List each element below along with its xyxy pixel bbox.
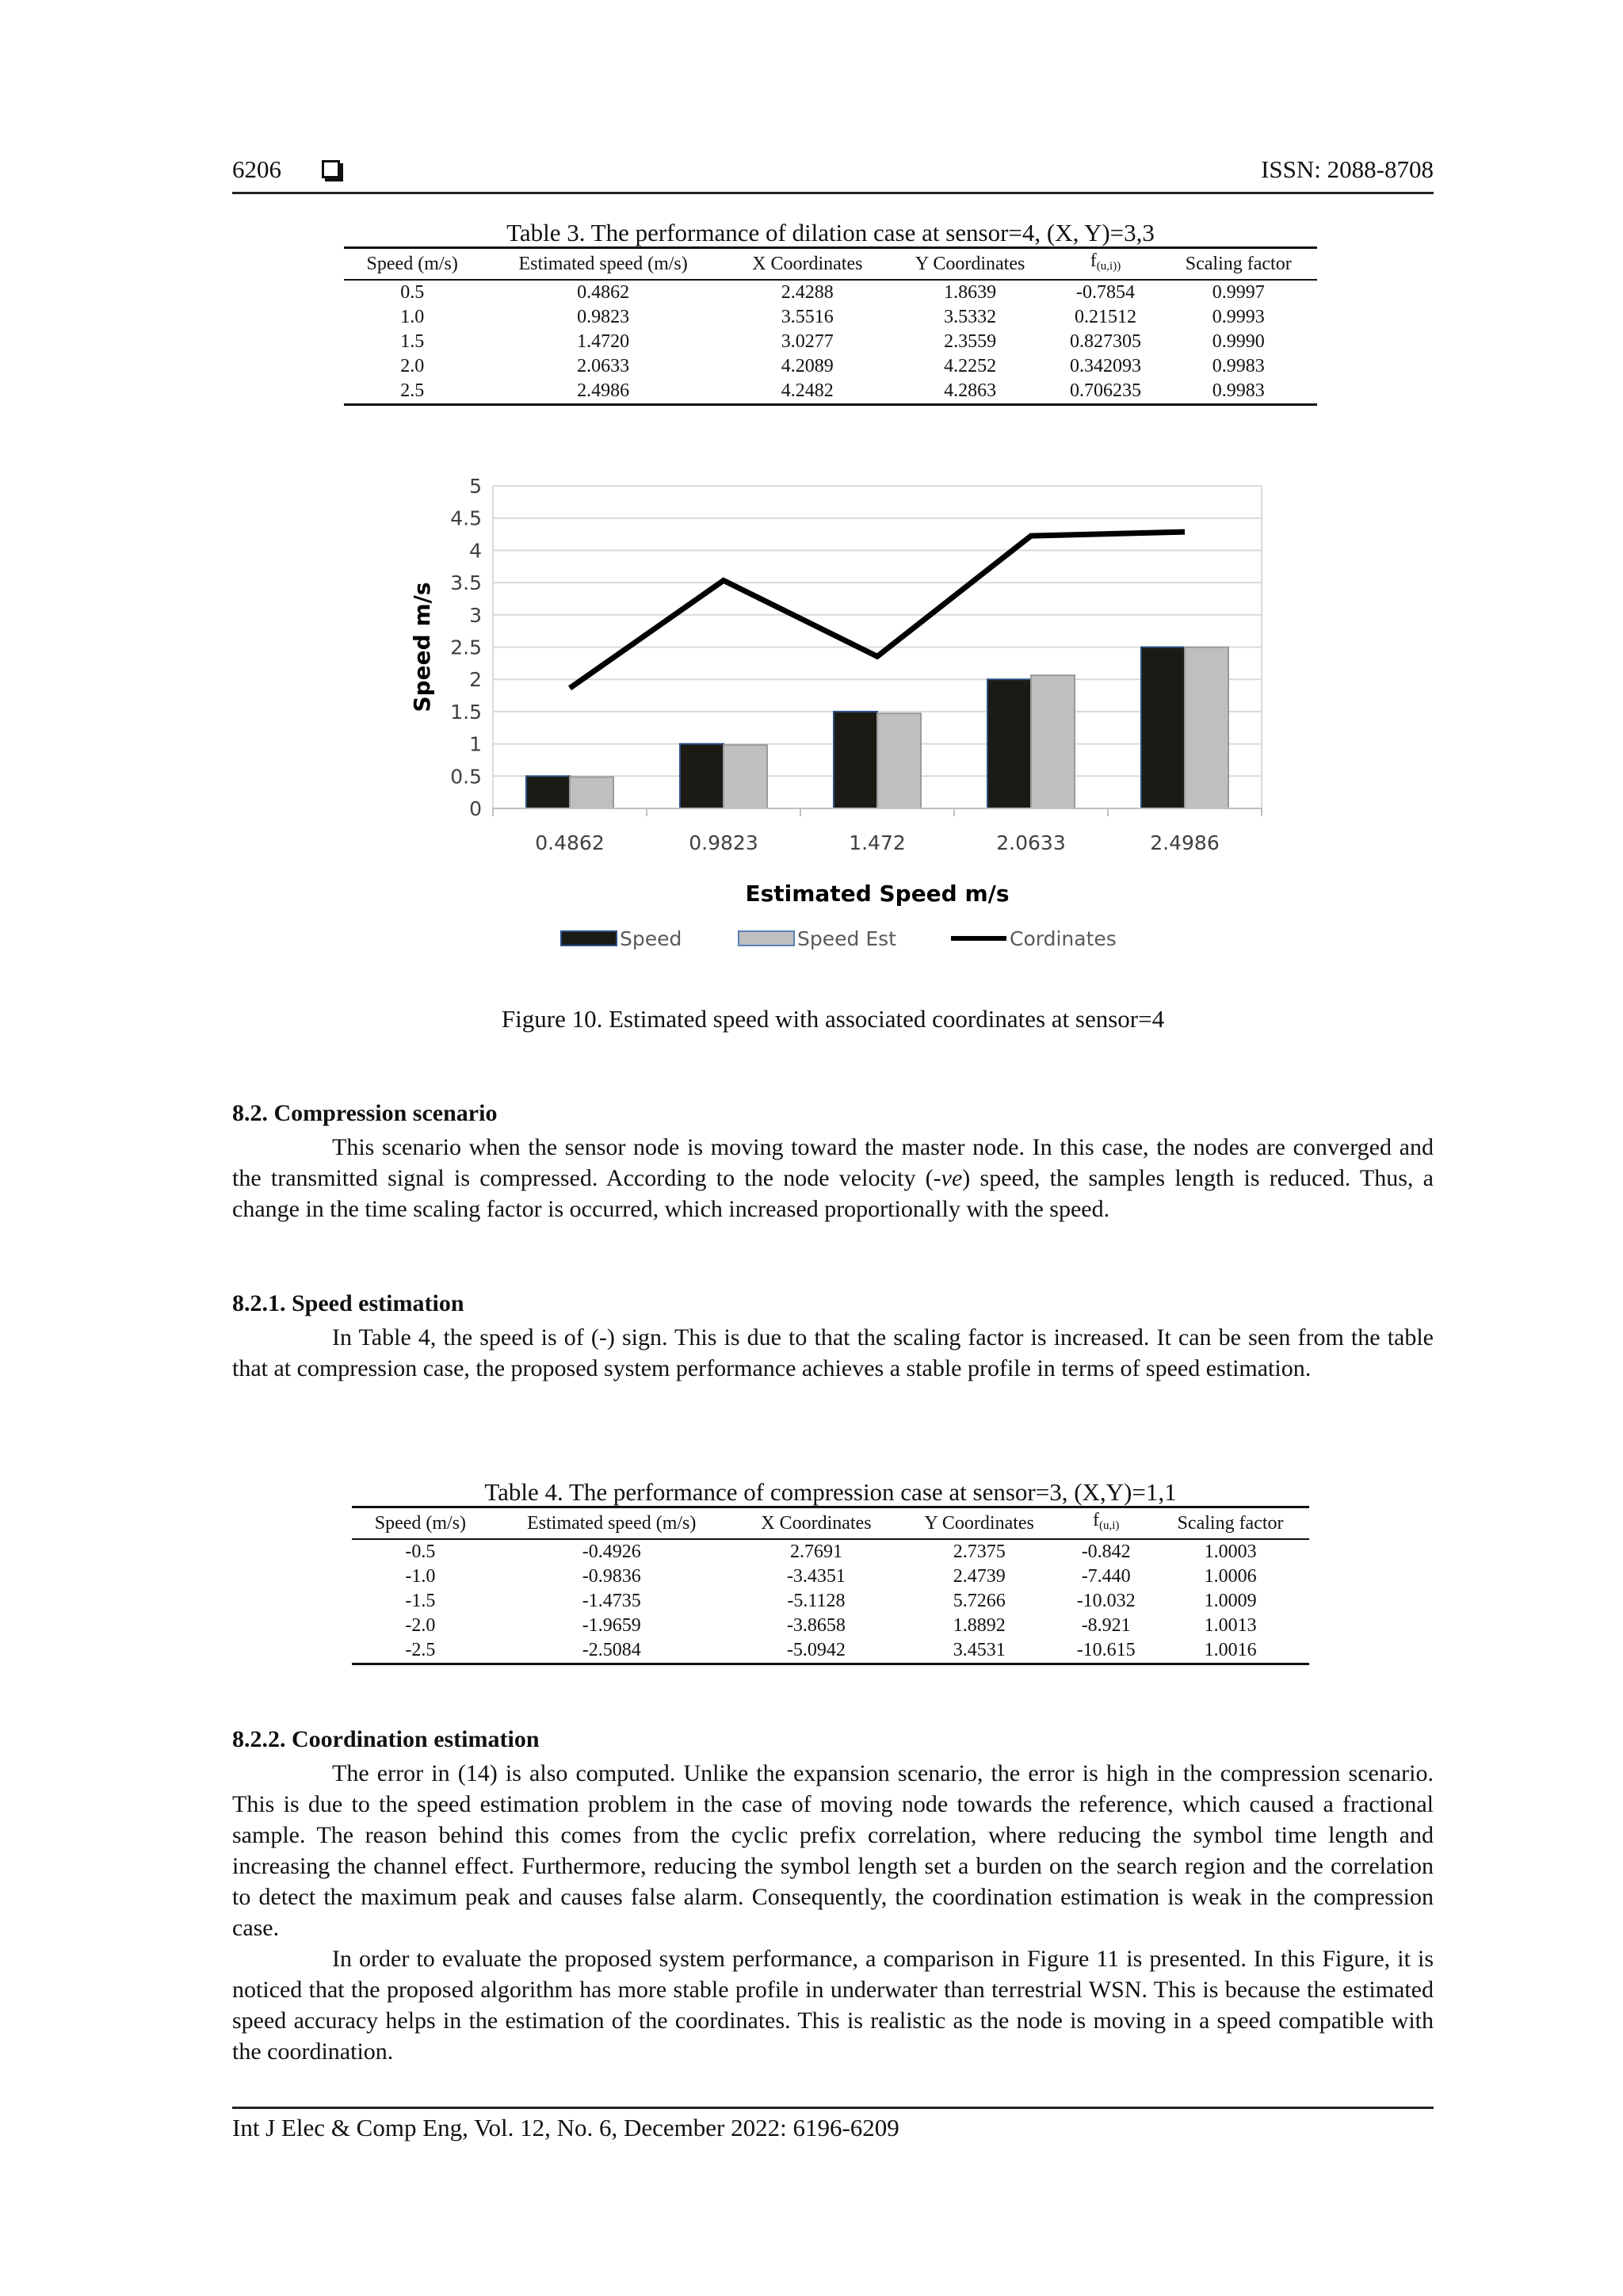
bar-speed-est: [570, 777, 613, 808]
cell-scaling: 1.0003: [1204, 1541, 1257, 1562]
cell-speed: 1.5: [400, 331, 425, 352]
cell-f: -0.842: [1081, 1541, 1131, 1562]
y-tick-label: 5: [469, 475, 482, 498]
section-8-2-2-paragraph-2: [232, 1943, 1434, 2067]
table-row: [344, 280, 1317, 305]
cell-speed: -1.0: [405, 1566, 436, 1587]
cell-f: -0.7854: [1075, 282, 1135, 303]
cell-f: -7.440: [1081, 1566, 1131, 1587]
cell-x: 2.7691: [789, 1541, 842, 1562]
cell-x: -3.4351: [786, 1566, 846, 1587]
cell-f: 0.827305: [1069, 331, 1141, 352]
bar-speed: [987, 679, 1031, 808]
checkbox-square-icon: [322, 160, 340, 178]
x-tick-label: 0.9823: [689, 831, 758, 854]
y-tick-label: 2: [469, 668, 482, 692]
y-tick-label: 4: [469, 539, 482, 563]
page-number: 6206: [232, 155, 281, 183]
col-f: [1060, 1507, 1151, 1540]
f-subscript: (u,i): [1098, 1519, 1120, 1532]
text-emphasis: ve: [941, 1165, 963, 1191]
cell-scaling: 0.9983: [1212, 356, 1265, 376]
x-tick-label: 1.472: [849, 831, 906, 854]
cell-estimated-speed: 2.4986: [577, 380, 630, 401]
bar-speed: [680, 744, 724, 808]
figure-10-caption: Figure 10. Estimated speed with associated coordinates at sensor=4: [501, 1005, 1165, 1033]
table-row: [352, 1539, 1309, 1564]
cell-speed: 2.5: [400, 380, 425, 401]
col-speed: Speed (m/s): [366, 253, 458, 274]
cell-x: 4.2482: [781, 380, 834, 401]
cell-scaling: 1.0009: [1204, 1591, 1257, 1611]
bar-speed-est: [724, 745, 767, 808]
page-footer: Int J Elec & Comp Eng, Vol. 12, No. 6, December 2022: 6196-6209: [232, 2107, 1434, 2142]
table-row: [344, 354, 1317, 379]
cell-estimated-speed: -1.9659: [582, 1615, 641, 1636]
bar-speed-est: [877, 713, 921, 808]
f-symbol: f: [1092, 1510, 1099, 1530]
chart: [396, 464, 1292, 971]
x-tick-label: 2.4986: [1150, 831, 1220, 854]
cell-f: 0.342093: [1069, 356, 1141, 376]
cell-y: 1.8639: [944, 282, 997, 303]
cell-speed: -2.0: [405, 1615, 436, 1636]
table-row: [344, 330, 1317, 354]
cell-x: -3.8658: [786, 1615, 846, 1636]
legend-label: Cordinates: [1010, 927, 1117, 950]
y-tick-label: 3: [469, 603, 482, 627]
cell-f: 0.706235: [1069, 380, 1141, 401]
section-8-2-1-paragraph: [232, 1322, 1434, 1384]
y-tick-label: 4.5: [450, 506, 482, 530]
y-tick-label: 2.5: [450, 636, 482, 659]
cell-scaling: 0.9993: [1212, 307, 1265, 327]
col-f: [1051, 248, 1159, 281]
cell-y: 3.4531: [953, 1640, 1006, 1660]
cell-speed: -2.5: [405, 1640, 436, 1660]
cell-x: 4.2089: [781, 356, 834, 376]
legend-swatch: [739, 931, 794, 946]
cell-y: 3.5332: [944, 307, 997, 327]
cell-y: 2.4739: [953, 1566, 1006, 1587]
cell-x: -5.1128: [787, 1591, 846, 1611]
cell-x: 3.0277: [781, 331, 834, 352]
chart-bars: [526, 648, 1228, 809]
cell-estimated-speed: 2.0633: [577, 356, 630, 376]
col-scaling-factor: Scaling factor: [1185, 253, 1292, 274]
x-tick-label: 2.0633: [996, 831, 1066, 854]
cell-estimated-speed: 0.4862: [577, 282, 630, 303]
bar-speed: [1141, 648, 1185, 809]
section-8-2-title: 8.2. Compression scenario: [232, 1100, 498, 1126]
text-run: ) speed, the samples length is reduced. Thus, a change in the time scaling factor is occurred, which increased proportionally with the speed.: [232, 1165, 1434, 1222]
col-scaling-factor: Scaling factor: [1177, 1512, 1284, 1534]
f-symbol: f: [1090, 250, 1097, 271]
cell-f: -10.615: [1076, 1640, 1136, 1660]
text-run: In Table 4, the speed is of (-) sign. This is due to that the scaling factor is increased. It can be seen from the table that at compression case, the proposed system performance achieves a stable profile in terms of speed estimation.: [232, 1324, 1434, 1381]
cell-y: 4.2863: [944, 380, 997, 401]
cell-scaling: 1.0013: [1204, 1615, 1257, 1636]
cell-x: 3.5516: [781, 307, 834, 327]
table-row: [344, 379, 1317, 405]
cell-estimated-speed: 0.9823: [577, 307, 630, 327]
table-3-body: [344, 280, 1317, 405]
legend-swatch: [561, 931, 617, 946]
table-4-body: [352, 1539, 1309, 1664]
bar-speed: [834, 712, 877, 808]
col-x-coordinates: X Coordinates: [752, 253, 863, 274]
cell-speed: 0.5: [400, 282, 425, 303]
bar-speed: [526, 776, 570, 808]
col-speed: Speed (m/s): [374, 1512, 467, 1534]
section-8-2-2-title: 8.2.2. Coordination estimation: [232, 1726, 540, 1752]
cell-y: 2.3559: [944, 331, 997, 352]
cell-f: 0.21512: [1074, 307, 1136, 327]
bar-speed-est: [1185, 648, 1228, 808]
chart-line: [570, 532, 1185, 688]
section-8-2-1-title: 8.2.1. Speed estimation: [232, 1290, 464, 1316]
table-3: [344, 220, 1317, 406]
issn-label: ISSN: 2088-8708: [1261, 155, 1434, 183]
page-header: [232, 155, 1434, 194]
cell-scaling: 0.9997: [1212, 282, 1265, 303]
table-3-caption: Table 3. The performance of dilation case at sensor=4, (X, Y)=3,3: [506, 219, 1155, 246]
y-tick-label: 0: [469, 797, 482, 820]
cell-estimated-speed: -0.9836: [582, 1566, 641, 1587]
cell-f: -8.921: [1081, 1615, 1131, 1636]
cell-y: 1.8892: [953, 1615, 1006, 1636]
chart-legend: [561, 927, 1117, 950]
table-4-caption: Table 4. The performance of compression case at sensor=3, (X,Y)=1,1: [484, 1478, 1177, 1506]
cell-estimated-speed: 1.4720: [577, 331, 630, 352]
col-y-coordinates: Y Coordinates: [915, 253, 1025, 274]
section-8-2-2-paragraph-1: [232, 1758, 1434, 1943]
cell-x: -5.0942: [786, 1640, 846, 1660]
table-4: [352, 1479, 1309, 1665]
table-header-row: [352, 1507, 1309, 1540]
y-tick-label: 3.5: [450, 571, 482, 595]
chart-labels: [409, 475, 1220, 907]
table-row: [352, 1589, 1309, 1614]
table-row: [352, 1564, 1309, 1589]
cell-speed: -1.5: [405, 1591, 436, 1611]
cell-speed: 1.0: [400, 307, 425, 327]
col-x-coordinates: X Coordinates: [761, 1512, 872, 1534]
col-y-coordinates: Y Coordinates: [924, 1512, 1034, 1534]
line-cordinates: [570, 532, 1185, 688]
cell-speed: 2.0: [400, 356, 425, 376]
cell-scaling: 1.0016: [1204, 1640, 1257, 1660]
cell-y: 2.7375: [953, 1541, 1006, 1562]
figure-10: [396, 464, 1292, 971]
x-tick-label: 0.4862: [535, 831, 605, 854]
cell-scaling: 1.0006: [1204, 1566, 1257, 1587]
legend-label: Speed Est: [797, 927, 896, 950]
y-tick-label: 1.5: [450, 700, 482, 724]
text-run: In order to evaluate the proposed system performance, a comparison in Figure 11 is presented. In this Figure, it is noticed that the proposed algorithm has more stable profile in underwater than terrestrial WSN. This is because the estimated speed accuracy helps in the estimation of the coordinates. This is realistic as the node is moving in a speed compatible with the coordination.: [232, 1946, 1434, 2065]
cell-f: -10.032: [1076, 1591, 1136, 1611]
col-estimated-speed: Estimated speed (m/s): [527, 1512, 697, 1534]
bar-speed-est: [1031, 675, 1075, 808]
table-row: [352, 1614, 1309, 1638]
col-estimated-speed: Estimated speed (m/s): [518, 253, 688, 274]
table-header-row: [344, 248, 1317, 281]
legend-label: Speed: [620, 927, 682, 950]
cell-scaling: 0.9983: [1212, 380, 1265, 401]
cell-y: 5.7266: [953, 1591, 1006, 1611]
text-run: The error in (14) is also computed. Unlike the expansion scenario, the error is high in the compression scenario. This is due to the speed estimation problem in the case of moving node towards the reference, which caused a fractional sample. The reason behind this comes from the cyclic prefix correlation, where reducing the symbol time length and increasing the channel effect. Furthermore, reducing the symbol length set a burden on the search region and the correlation to detect the maximum peak and causes false alarm. Consequently, the coordination estimation is weak in the compression case.: [232, 1760, 1434, 1941]
cell-x: 2.4288: [781, 282, 834, 303]
section-8-2-paragraph: [232, 1132, 1434, 1224]
table-row: [352, 1638, 1309, 1664]
table-row: [344, 305, 1317, 330]
x-axis-title: Estimated Speed m/s: [745, 881, 1010, 907]
cell-estimated-speed: -2.5084: [582, 1640, 641, 1660]
cell-scaling: 0.9990: [1212, 331, 1265, 352]
y-tick-label: 0.5: [450, 765, 482, 789]
y-tick-label: 1: [469, 732, 482, 756]
f-subscript: (u,i)): [1096, 260, 1121, 273]
table-3-grid: [344, 246, 1317, 406]
y-axis-title: Speed m/s: [409, 582, 435, 712]
cell-estimated-speed: -1.4735: [582, 1591, 641, 1611]
cell-y: 4.2252: [944, 356, 997, 376]
cell-speed: -0.5: [405, 1541, 436, 1562]
table-4-grid: [352, 1506, 1309, 1665]
cell-estimated-speed: -0.4926: [582, 1541, 641, 1562]
text-run: This scenario when the sensor node is moving toward the master node. In this case, the nodes are converged and the transmitted signal is compressed. According to the node velocity (-: [232, 1134, 1434, 1191]
